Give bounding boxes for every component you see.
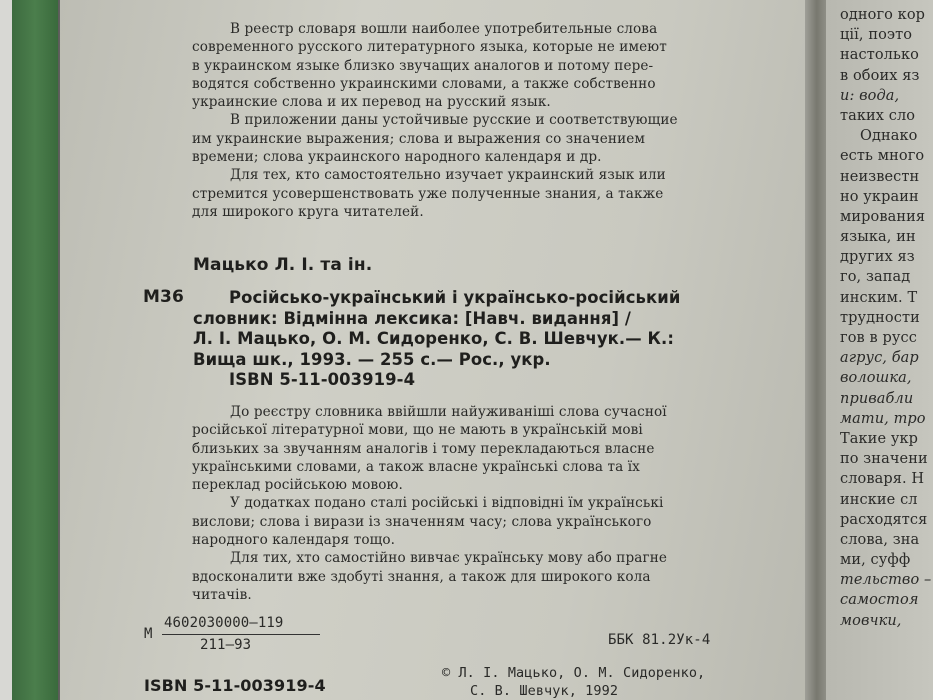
right-line: таких сло bbox=[840, 107, 916, 124]
right-line: трудности bbox=[840, 309, 920, 326]
right-line: мовчки, bbox=[840, 612, 902, 629]
author-heading: Мацько Л. І. та ін. bbox=[193, 255, 373, 275]
right-line: словаря. Н bbox=[840, 471, 925, 488]
right-line: неизвестн bbox=[840, 168, 920, 185]
formula-prefix: М bbox=[144, 626, 153, 642]
right-page-text bbox=[840, 5, 931, 631]
ru-line: времени; слова украинского народного календаря и др. bbox=[192, 149, 602, 166]
right-line: го, запад bbox=[840, 269, 911, 286]
cover-edge-green bbox=[12, 0, 58, 700]
right-line: мати, тро bbox=[840, 410, 926, 427]
formula-numerator: 4602030000—119 bbox=[164, 615, 284, 631]
ru-line: стремится усовершенствовать уже полученные знания, а также bbox=[192, 185, 664, 202]
bib-line: Вища шк., 1993. — 255 с.— Рос., укр. bbox=[193, 349, 551, 369]
ru-line: украинские слова и их перевод на русский язык. bbox=[192, 94, 551, 111]
ru-line: Для тех, кто самостоятельно изучает украинский язык или bbox=[230, 167, 666, 184]
right-line: настолько bbox=[840, 47, 919, 64]
right-line: инским. Т bbox=[840, 289, 918, 306]
right-line: ми, суфф bbox=[840, 552, 911, 569]
right-line: Такие укр bbox=[840, 430, 919, 447]
formula-denominator: 211—93 bbox=[200, 637, 252, 653]
ua-line: вдосконалити вже здобуті знання, а також для широкого кола bbox=[192, 568, 651, 585]
right-line: инские сл bbox=[840, 491, 918, 508]
cover-edge-white bbox=[0, 0, 12, 700]
right-line: но украин bbox=[840, 188, 919, 205]
left-page bbox=[60, 0, 812, 700]
right-line: есть много bbox=[840, 148, 925, 165]
copyright bbox=[442, 664, 705, 700]
right-page bbox=[826, 0, 933, 700]
right-line: по значени bbox=[840, 451, 928, 468]
bib-line: словник: Відмінна лексика: [Навч. видання] / bbox=[193, 308, 631, 328]
isbn-bottom: ISBN 5-11-003919-4 bbox=[144, 676, 326, 695]
ua-annotation bbox=[192, 403, 667, 604]
right-line: мирования bbox=[840, 208, 926, 225]
right-line: гов в русс bbox=[840, 330, 917, 346]
bib-line: Російсько-український і українсько-російський bbox=[229, 288, 681, 307]
right-line: волошка, bbox=[840, 370, 912, 387]
right-line: привабли bbox=[840, 390, 914, 407]
bib-isbn: ISBN 5-11-003919-4 bbox=[229, 370, 416, 389]
ru-line: современного русского литературного языка, которые не имеют bbox=[192, 39, 667, 56]
copyright-line: С. В. Шевчук, 1992 bbox=[470, 683, 619, 699]
ru-line: В реестр словаря вошли наиболее употребительные слова bbox=[230, 21, 658, 37]
ua-line: російської літературної мови, що не мають в українській мові bbox=[192, 422, 643, 439]
ru-line: им украинские выражения; слова и выражения со значением bbox=[192, 130, 646, 147]
right-line: одного кор bbox=[840, 7, 926, 23]
ua-line: У додатках подано сталі російські і відповідні їм українські bbox=[230, 495, 664, 512]
bbk-code: ББК 81.2Ук-4 bbox=[608, 632, 711, 648]
right-line: ції, поэто bbox=[840, 27, 913, 44]
ru-line: водятся собственно украинскими словами, а также собственно bbox=[192, 75, 656, 92]
ua-line: українськими словами, а також власне українські слова та їх bbox=[192, 458, 640, 475]
bibliographic-entry bbox=[193, 288, 680, 391]
ua-line: Для тих, хто самостійно вивчає українську мову або прагне bbox=[230, 550, 667, 567]
ua-line: переклад російською мовою. bbox=[192, 477, 403, 494]
ru-annotation bbox=[192, 20, 678, 221]
right-line: Однако bbox=[860, 128, 918, 145]
right-line: языка, ин bbox=[840, 229, 916, 246]
right-line: агрус, бар bbox=[840, 350, 919, 367]
right-line: тельство – bbox=[840, 572, 932, 589]
formula-fraction-line bbox=[162, 634, 320, 635]
ua-line: вислови; слова і вирази із значенням часу; слова українського bbox=[192, 513, 652, 530]
ru-line: в украинском языке близко звучащих аналогов и потому пере- bbox=[192, 57, 654, 74]
ua-line: близьких за звучанням аналогів і тому перекладаються власне bbox=[192, 440, 655, 457]
bib-line: Л. І. Мацько, О. М. Сидоренко, С. В. Шевчук.— К.: bbox=[193, 329, 674, 348]
right-line: слова, зна bbox=[840, 531, 920, 548]
right-line: самостоя bbox=[840, 592, 919, 609]
right-line: расходятся bbox=[840, 511, 928, 528]
ua-line: читачів. bbox=[192, 586, 252, 603]
ru-line: В приложении даны устойчивые русские и соответствующие bbox=[230, 112, 678, 129]
right-line: других яз bbox=[840, 249, 915, 266]
ua-line: До реєстру словника ввійшли найуживаніші слова сучасної bbox=[230, 404, 667, 420]
copyright-line: © Л. І. Мацько, О. М. Сидоренко, bbox=[442, 665, 706, 681]
ua-line: народного календаря тощо. bbox=[192, 532, 396, 549]
ru-line: для широкого круга читателей. bbox=[192, 203, 424, 220]
right-line: и: вода, bbox=[840, 87, 900, 104]
right-line: в обоих яз bbox=[840, 67, 920, 84]
catalog-code: М36 bbox=[143, 287, 184, 307]
